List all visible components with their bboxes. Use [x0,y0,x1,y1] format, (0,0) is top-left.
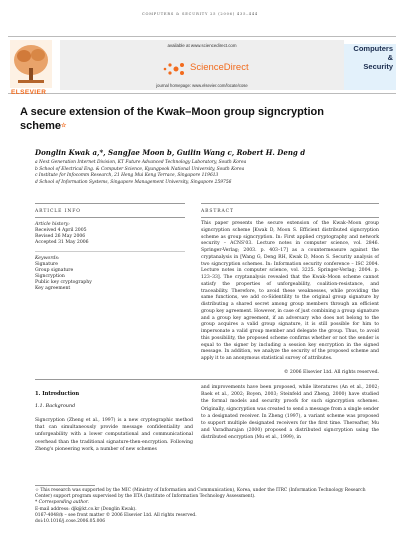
body-column-left: Signcryption (Zheng et al., 1997) is a new cryptographic method that can simultaneously provide message confidentiality and unforgeability with a lower computational and communicational overhead than the traditional signature-then-encryption. Following Zheng's pioneering work, a number of new schemes [35,418,193,452]
history-item: Accepted 31 May 2006 [35,240,89,246]
journal-title-line: & [387,53,393,62]
journal-title-line: Security [363,62,393,71]
journal-title-line: Computers [353,44,393,53]
keyword: Signcryption [35,274,65,280]
title-footnote-mark[interactable]: ☆ [60,122,67,129]
article-title [20,106,360,133]
article-info-heading: ARTICLE INFO [35,209,81,214]
affiliation: b School of Electrical Eng. & Computer Science, Kyungpook National University, South Korea [35,166,245,172]
footnote-divider [35,485,95,486]
keywords [35,256,185,293]
body-column-right: and improvements have been proposed, while literatures (An et al., 2002; Baek et al., 2002; Boyen, 2003; Steinfeld and Zheng, 2000) have studied the formal models and security proofs for such signcryption schemes. Originally, signcryption was created to send a message from a single sender to a designated receiver. In Zheng (1997), a variant scheme was proposed to support multiple designated receivers for the first time. Thereafter, Mu and Varadharajan (2000) proposed a distributed signcryption using the distributed encryption (Mu et al., 1999), in [201,385,379,441]
doi-link[interactable]: doi:10.1016/j.cose.2006.05.006 [35,519,106,525]
keyword: Group signature [35,268,74,274]
divider [201,203,379,204]
article-history [35,222,185,246]
journal-homepage-link[interactable]: journal homepage: www.elsevier.com/locate/cose [156,83,248,88]
divider [35,217,185,218]
author-list: Donglin Kwak a,*, SangJae Moon b, Guilin Wang c, Robert H. Deng d [35,148,306,157]
section-heading: 1. Introduction [35,391,80,397]
affiliation: d School of Information Systems, Singapore Management University, Singapore 259756 [35,179,232,185]
divider [35,251,185,252]
history-item: Received 4 April 2005 [35,228,87,234]
publisher-name: ELSEVIER [11,89,47,96]
footnote-email[interactable]: E-mail address: djk@kt.co.kr (Donglin Kwak). [35,506,137,512]
divider [35,379,379,380]
abstract-copyright: © 2006 Elsevier Ltd. All rights reserved. [283,370,379,375]
keywords-label: Keywords: [35,256,60,261]
history-item: Revised 26 May 2006 [35,234,86,240]
running-head: COMPUTERS & SECURITY 25 (2006) 435–444 [141,12,259,16]
divider [35,203,185,204]
journal-title-panel [344,44,396,90]
sciencedirect-wordmark: ScienceDirect [190,62,249,73]
article-title-text: A secure extension of the Kwak–Moon group signcryption scheme [20,106,324,132]
abstract-text: This paper presents the secure extension of the Kwak–Moon group signcryption scheme [Kwak D, Moon S. Efficient distributed signcryption scheme as group signcryption. In: First applied cryptography and network security – ACNS'03. Lecture notes in computer science, vol. 2846. Springer-Verlag; 2003. p. 403–17] as a countermeasure against the cryptanalysis in [Wang G, Deng RH, Kwak D, Moon S. Security analysis of two signcryption schemes. In: Information security conference – ISC 2004. Lecture notes in computer science, vol. 3225. Springer-Verlag; 2004. p. 123–33]. The cryptanalysis revealed that the Kwak–Moon scheme cannot satisfy the properties of unforgeability, coalition-resistance, and traceability. Therefore, to avoid these weaknesses, while providing the same functions, we add co-Sidentility to the original group signature by distributing a shared secret among group members through an efficient group key agreement. However, in case of just combining a group signature and a group key agreement, if an adversary who does not belong to the group acquires a valid group signature, it is still possible for him to impersonate a valid group member and delegate the group. Thus, to avoid this possibility, the proposed scheme confirms whether or not the sender is equal to the signer by including a session key encryption in the signed message. In addition, we analyze the security of the proposed scheme and apply it to an anonymous statistical survey of attributes. [201,221,379,361]
subsection-heading: 1.1. Background [35,404,76,409]
footnote: * Corresponding author. [35,500,89,506]
available-at-link[interactable]: available at www.sciencedirect.com [167,43,237,48]
abstract-heading: ABSTRACT [201,209,234,214]
divider [201,217,379,218]
footnote: ☆ This research was supported by the MIC (Ministry of Information and Communication), Korea, under the ITRC (Information Technology Research Center) support program supervised by the IITA (Institute of Information Technology Assessment). [35,488,366,500]
elsevier-tree-logo [10,40,52,90]
affiliation: a Next Generation Internet Division, KT Future Advanced Technology Laboratory, South Korea [35,160,247,165]
footnotes [35,488,380,525]
footnote: 0167-4048/$ – see front matter © 2006 Elsevier Ltd. All rights reserved. [35,512,197,518]
keyword: Key agreement [35,286,71,292]
history-label: Article history: [35,222,70,227]
keyword: Signature [35,262,58,268]
keyword: Public key cryptography [35,280,92,286]
affiliation: c Institute for Infocomm Research, 21 Heng Mui Keng Terrace, Singapore 119613 [35,173,219,178]
